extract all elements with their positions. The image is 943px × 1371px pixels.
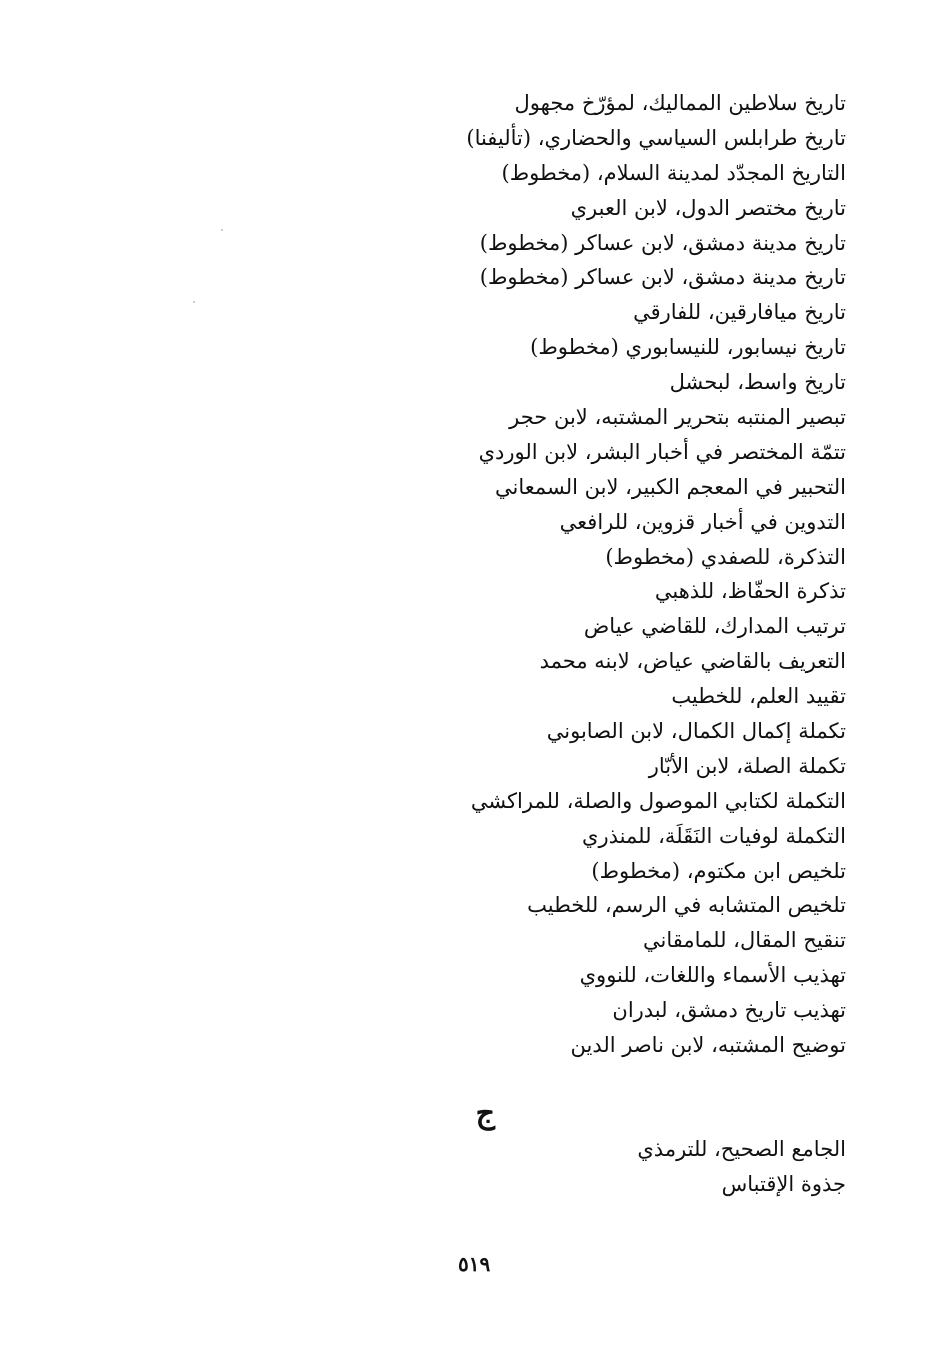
bibliography-entry: التعريف بالقاضي عياض، لابنه محمد bbox=[539, 649, 846, 674]
bibliography-entry: تتمّة المختصر في أخبار البشر، لابن الوردي bbox=[478, 439, 846, 464]
bibliography-entry: تاريخ مختصر الدول، لابن العبري bbox=[570, 195, 846, 220]
bibliography-entry: تلخيص المتشابه في الرسم، للخطيب bbox=[527, 893, 846, 918]
bibliography-entry: تاريخ مدينة دمشق، لابن عساكر (مخطوط) bbox=[479, 265, 846, 290]
bibliography-entry: تاريخ ميافارقين، للفارقي bbox=[633, 300, 846, 325]
bibliography-entry: الجامع الصحيح، للترمذي bbox=[637, 1137, 846, 1161]
bibliography-entry: توضيح المشتبه، لابن ناصر الدين bbox=[570, 1033, 846, 1058]
bibliography-entry: التاريخ المجدّد لمدينة السلام، (مخطوط) bbox=[501, 160, 846, 185]
bibliography-entry: تاريخ نيسابور، للنيسابوري (مخطوط) bbox=[530, 335, 846, 360]
bibliography-entry: تاريخ طرابلس السياسي والحضاري، (تأليفنا) bbox=[466, 125, 846, 150]
bibliography-entry: تكملة إكمال الكمال، لابن الصابوني bbox=[546, 719, 846, 744]
section-heading-letter: ج bbox=[475, 1096, 495, 1131]
bibliography-entry: التذكرة، للصفدي (مخطوط) bbox=[605, 544, 846, 569]
bibliography-entry: جذوة الإقتباس bbox=[721, 1171, 846, 1196]
bibliography-entry: تهذيب الأسماء واللغات، للنووي bbox=[579, 963, 846, 988]
bibliography-entry: ترتيب المدارك، للقاضي عياض bbox=[583, 614, 846, 639]
bibliography-entry: تاريخ سلاطين المماليك، لمؤرّخ مجهول bbox=[514, 91, 846, 115]
bibliography-entry: تاريخ واسط، لبحشل bbox=[669, 370, 846, 395]
bibliography-list bbox=[146, 86, 846, 1063]
bibliography-entry: التحبير في المعجم الكبير، لابن السمعاني bbox=[494, 474, 846, 499]
bibliography-entry: التكملة لكتابي الموصول والصلة، للمراكشي bbox=[470, 788, 846, 813]
bibliography-entry: تكملة الصلة، لابن الأبّار bbox=[648, 753, 846, 778]
bibliography-entry: تلخيص ابن مكتوم، (مخطوط) bbox=[591, 858, 846, 883]
bibliography-entry: تنقيح المقال، للمامقاني bbox=[643, 928, 846, 953]
bibliography-entry: تبصير المنتبه بتحرير المشتبه، لابن حجر bbox=[509, 405, 846, 430]
bibliography-entry: تاريخ مدينة دمشق، لابن عساكر (مخطوط) bbox=[479, 230, 846, 255]
bibliography-entry: تذكرة الحفّاظ، للذهبي bbox=[654, 579, 846, 604]
bibliography-entry: التدوين في أخبار قزوين، للرافعي bbox=[559, 509, 846, 534]
bibliography-entry: تهذيب تاريخ دمشق، لبدران bbox=[612, 998, 846, 1023]
page-number: ٥١٩ bbox=[458, 1252, 491, 1276]
bibliography-entry: التكملة لوفيات النَقَلَة، للمنذري bbox=[582, 823, 846, 848]
bibliography-entry: تقييد العلم، للخطيب bbox=[671, 684, 846, 709]
section-entries-list bbox=[146, 1132, 846, 1202]
